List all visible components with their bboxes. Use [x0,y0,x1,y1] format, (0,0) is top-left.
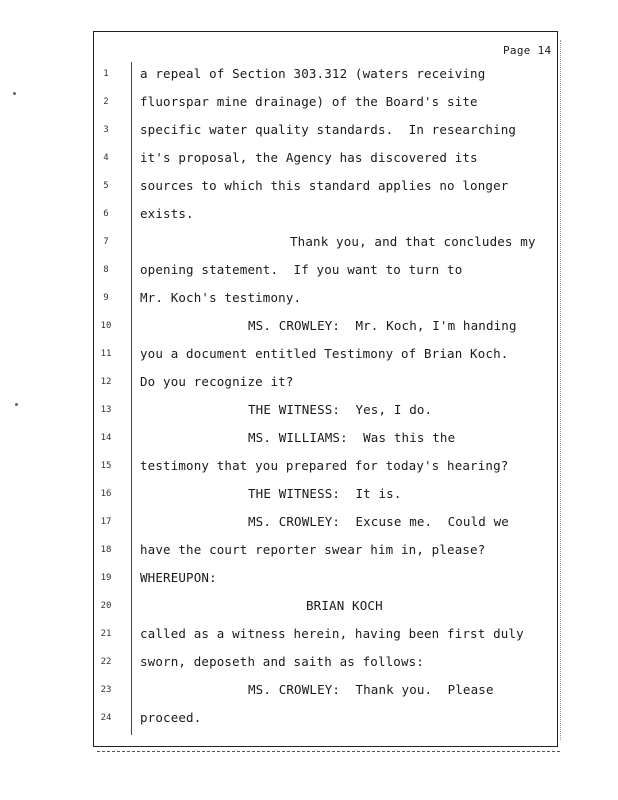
line-number: 24 [100,713,112,723]
transcript-line [0,486,618,506]
line-text: Do you recognize it? [140,374,294,389]
line-number: 10 [100,321,112,331]
line-number: 12 [100,377,112,387]
line-text: BRIAN KOCH [306,598,383,613]
line-number: 20 [100,601,112,611]
transcript-line [0,626,618,646]
line-text: MS. WILLIAMS: Was this the [248,430,456,445]
line-text: Thank you, and that concludes my [290,234,536,249]
line-number: 21 [100,629,112,639]
line-number: 19 [100,573,112,583]
transcript-line [0,346,618,366]
line-text: THE WITNESS: It is. [248,486,402,501]
transcript-line [0,598,618,618]
transcript-line [0,374,618,394]
line-number: 8 [103,265,109,275]
line-text: specific water quality standards. In researching [140,122,517,137]
line-text: opening statement. If you want to turn to [140,262,463,277]
line-number: 23 [100,685,112,695]
line-number: 17 [100,517,112,527]
line-text: Mr. Koch's testimony. [140,290,302,305]
line-text: fluorspar mine drainage) of the Board's site [140,94,478,109]
line-text: testimony that you prepared for today's hearing? [140,458,509,473]
line-text: MS. CROWLEY: Excuse me. Could we [248,514,509,529]
transcript-line [0,682,618,702]
transcript-line [0,570,618,590]
line-number: 2 [103,97,109,107]
line-number: 7 [103,237,109,247]
line-text: it's proposal, the Agency has discovered its [140,150,478,165]
line-number: 3 [103,125,109,135]
line-number: 11 [100,349,112,359]
transcript-line [0,66,618,86]
transcript-line [0,514,618,534]
line-number: 22 [100,657,112,667]
line-text: a repeal of Section 303.312 (waters receiving [140,66,486,81]
transcript-line [0,710,618,730]
line-number: 16 [100,489,112,499]
transcript-line [0,402,618,422]
transcript-line [0,654,618,674]
transcript-line [0,234,618,254]
transcript-line [0,178,618,198]
line-text: sources to which this standard applies no longer [140,178,509,193]
line-text: called as a witness herein, having been first duly [140,626,524,641]
transcript-line [0,318,618,338]
line-text: you a document entitled Testimony of Brian Koch. [140,346,509,361]
transcript-line [0,122,618,142]
line-number: 15 [100,461,112,471]
page-number: Page 14 [503,44,552,57]
transcript-line [0,206,618,226]
line-text: have the court reporter swear him in, please? [140,542,486,557]
transcript-line [0,430,618,450]
line-number: 9 [103,293,109,303]
transcript-line [0,290,618,310]
line-number: 18 [100,545,112,555]
line-text: THE WITNESS: Yes, I do. [248,402,433,417]
line-number: 13 [100,405,112,415]
transcript-line [0,150,618,170]
line-text: WHEREUPON: [140,570,217,585]
transcript-line [0,542,618,562]
transcript-line [0,262,618,282]
line-number: 1 [103,69,109,79]
transcript-line [0,94,618,114]
line-text: proceed. [140,710,202,725]
line-number: 5 [103,181,109,191]
line-number: 4 [103,153,109,163]
line-text: exists. [140,206,194,221]
line-number: 14 [100,433,112,443]
transcript-line [0,458,618,478]
line-text: sworn, deposeth and saith as follows: [140,654,424,669]
line-text: MS. CROWLEY: Mr. Koch, I'm handing [248,318,517,333]
line-text: MS. CROWLEY: Thank you. Please [248,682,494,697]
line-number: 6 [103,209,109,219]
